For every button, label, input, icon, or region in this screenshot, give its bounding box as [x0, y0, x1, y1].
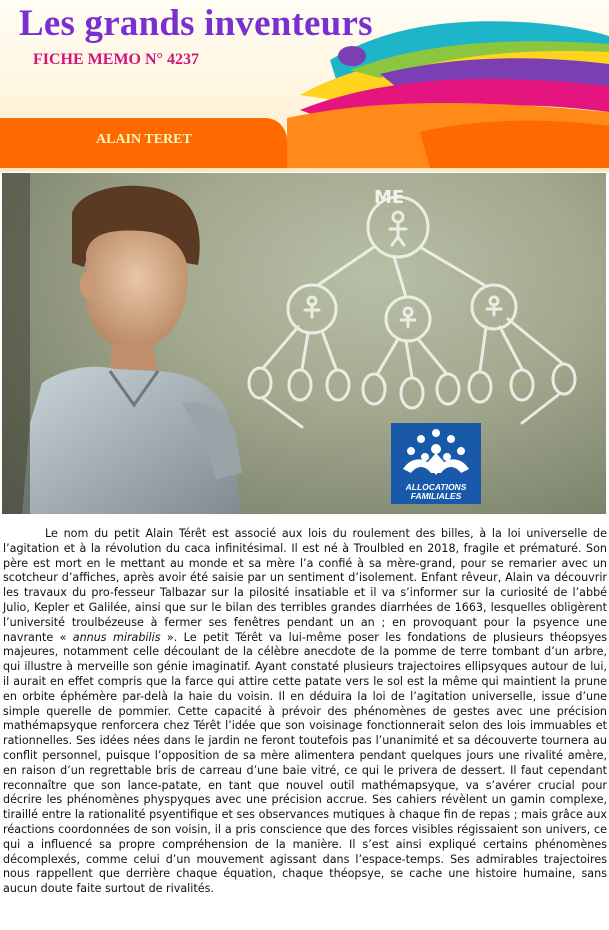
article-body	[3, 527, 607, 897]
article-text-part-2: ». Le petit Térêt va lui-même poser les fondations de plusieurs théopsyes majeures, notamment celle découlant de la célèbre anecdote de la pomme de terre tombant d’un arbre, qui illustre à merveille son génie imaginatif. Ayant constaté plusieurs trajectoires ellipsyques autour de lui, il aurait en effet compris que la farce qui attire cette patate vers le sol est la même qui maintient la prune en orbite éphémère par-delà la haie du voisin. Il en déduira la loi de l’agitation universelle, issue d’une simple querelle de pommier. Cette capacité à prévoir des phénomènes de gestes avec une précision mathémapsyque renforcera chez Térêt l’idée que son voisinage fonctionnerait selon des lois immuables et rationnelles. Ses idées nées dans le jardin ne feront toutefois pas l’unanimité et sa découverte tournera au conflit personnel, puisque l’opposition de sa mère alimentera pendant quelques jours une rivalité amère, en raison d’un regrettable bris de carreau d’une baie vitré, ce qui le privera de dessert. Il faut cependant reconnaître que son lance-patate, en tant que nouvel outil mathémapsyque, va s’avérer crucial pour décrire les phénomènes physpyques avec une précision accrue. Ses cahiers révèlent un gamin complexe, tiraillé entre la rationalité psyentifique et ses observances mutiques à chaque fin de repas ; mais grâce aux réactions coordonnées de son voisin, il a pris conscience que des forces visibles régissaient son univers, ce qui a influencé sa propre compréhension de la manière. Il s’est ainsi expliqué certains phénomènes décomplexés, comme celui d’un mouvement agissant dans l’espace-temps. Ses admirables trajectoires nous rappellent que derrière chaque équation, chaque théopsye, se cache une histoire humaine, sans aucun doute faite surtout de rivalités.	[3, 630, 608, 896]
boy-figure	[22, 186, 242, 514]
memo-number: FICHE MEMO N° 4237	[33, 51, 199, 68]
page-title: Les grands inventeurs	[19, 3, 373, 44]
header-banner	[0, 0, 609, 172]
chalkboard-drawing	[2, 173, 606, 514]
article-text-part-1: Le nom du petit Alain Térêt est associé aux lois du roulement des billes, à la loi universelle de l’agitation et à la révolution du caca infinitésimal. Il est né à Troulbled en 2018, fragile et prématuré. Son père est mort en le mettant au monde et sa mère l’a confié à sa mère-grand, pour se remarier avec un scotcheur d’affiches, après avoir été saisie par un sentiment d’isolement. Enfant rêveur, Alain va découvrir les travaux du pro-fesseur Talbazar sur la pilosité insatiable et il va s’informer sur la curiosité de l’abbé Julio, Kepler et Galilée, ainsi que sur le bilan des terribles grandes diarrhées de 1663, lesquelles obligèrent l’université troulbézeuse à fermer ses fenêtres pendant un an ; en provoquant pour la psyence une navrante «	[3, 527, 607, 644]
article-italic-phrase: annus mirabilis	[72, 630, 161, 644]
boy-at-chalkboard-photo	[2, 173, 606, 514]
author-name: ALAIN TERET	[96, 132, 192, 147]
family-figures-icon	[391, 423, 481, 483]
logo-line-2: FAMILIALES	[410, 491, 462, 501]
logo-line-1: ALLOCATIONS	[405, 482, 467, 492]
chalk-label: ME	[374, 187, 405, 208]
caf-logo	[391, 423, 481, 504]
